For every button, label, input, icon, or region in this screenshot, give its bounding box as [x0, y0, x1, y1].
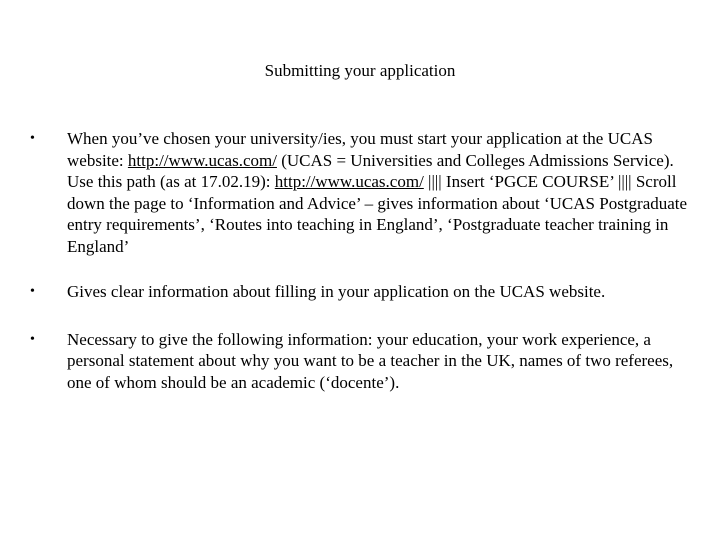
slide-title: Submitting your application: [264, 61, 456, 80]
bullet-list: [30, 128, 700, 393]
bullet-text: (UCAS = Universities and Colleges Admissions Service). Use this path (as at 17.02.19):: [67, 150, 674, 191]
bullet-item: [30, 128, 700, 257]
bullet-item: [30, 329, 700, 394]
bullet-marker: •: [30, 284, 35, 299]
bullet-item: [30, 281, 700, 303]
bullet-marker: •: [30, 331, 35, 347]
ucas-link[interactable]: http://www.ucas.com/: [127, 150, 277, 170]
bullet-text: |||| Insert ‘PGCE COURSE’ |||| Scroll down the page to ‘Information and Advice’ – gives information about ‘UCAS Postgraduate entry requirements’, ‘Routes into teaching in England’, ‘Postgraduate teacher training in England’: [67, 172, 688, 256]
bullet-text: When you’ve chosen your university/ies, you must start your application at the UCAS website:: [67, 129, 653, 170]
bullet-text: Necessary to give the following information: your education, your work experience, a personal statement about why you want to be a teacher in the UK, names of two referees, one of whom should be an academic (‘docente’).: [67, 329, 674, 392]
bullet-marker: •: [30, 131, 35, 146]
bullet-text: Gives clear information about filling in your application on the UCAS website.: [67, 282, 606, 301]
ucas-link[interactable]: http://www.ucas.com/: [274, 172, 424, 191]
